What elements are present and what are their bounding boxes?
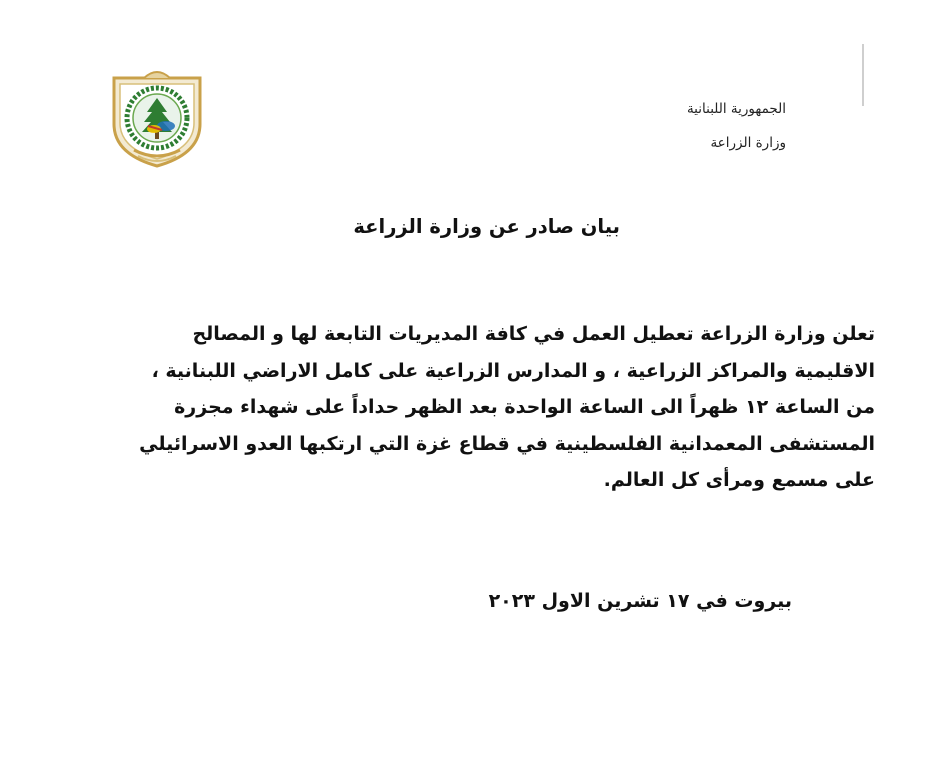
margin-rule	[862, 44, 864, 106]
place-date: بيروت في ١٧ تشرين الاول ٢٠٢٣	[488, 590, 792, 612]
body-line: من الساعة ١٢ ظهراً الى الساعة الواحدة بعد الظهر حداداً على شهداء مجزرة	[174, 396, 875, 418]
body-line: المستشفى المعمدانية الفلسطينية في قطاع غزة التي ارتكبها العدو الاسرائيلي	[139, 432, 875, 455]
republic-name: الجمهورية اللبنانية	[686, 101, 786, 117]
statement-title: بيان صادر عن وزارة الزراعة	[353, 215, 620, 238]
body-line: على مسمع ومرأى كل العالم.	[603, 469, 875, 491]
ministry-name: وزارة الزراعة	[710, 135, 786, 151]
letterhead	[586, 92, 786, 160]
body-line: الاقليمية والمراكز الزراعية ، و المدارس الزراعية على كامل الاراضي اللبنانية ،	[151, 359, 875, 382]
ministry-emblem-icon	[104, 66, 210, 170]
statement-body	[139, 316, 875, 499]
body-line: تعلن وزارة الزراعة تعطيل العمل في كافة المديريات التابعة لها و المصالح	[192, 323, 875, 345]
